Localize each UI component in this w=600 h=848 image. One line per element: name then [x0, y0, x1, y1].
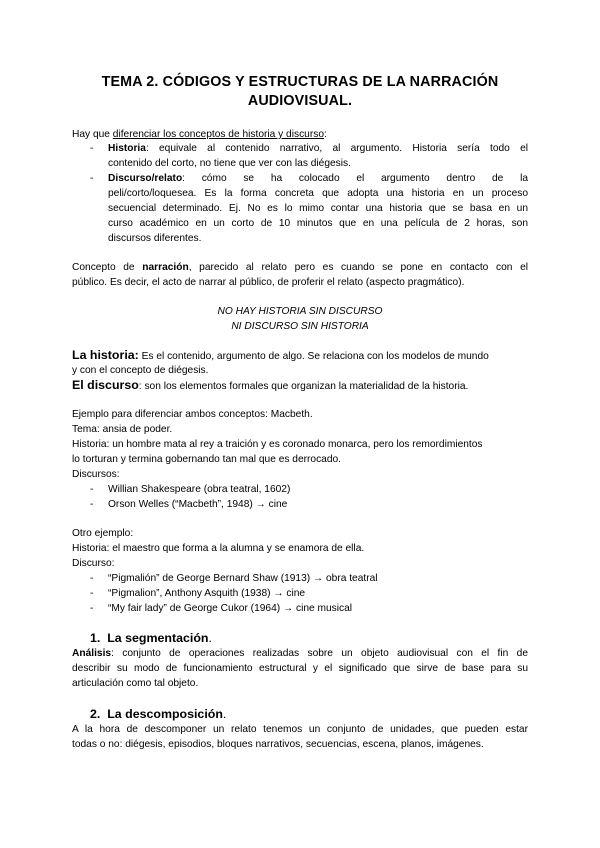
underlined-phrase: diferenciar los conceptos de historia y discurso [112, 129, 324, 140]
historia-definition-line2: y con el concepto de diégesis. [72, 365, 209, 376]
historia-definition-line1: La historia: Es el contenido, argumento de algo. Se relaciona con los modelos de mundo [72, 348, 489, 362]
discurso-item-line4: curso académico en un corto de 10 minutos que en una película de 2 horas, son [108, 218, 528, 229]
section-1-line2: describir su modo de funcionamiento estructural y el significado que sirve de base para su [72, 663, 528, 674]
section-1-line1: Análisis: conjunto de operaciones realizadas sobre un objeto audiovisual con el fin de [72, 648, 528, 659]
section-1-heading: 1. La segmentación. [90, 631, 212, 645]
example2-historia: Historia: el maestro que forma a la alumna y se enamora de ella. [72, 543, 365, 554]
historia-item-line1: Historia: equivale al contenido narrativo, al argumento. Historia sería todo el [108, 143, 528, 154]
example2-intro: Otro ejemplo: [72, 528, 134, 539]
discurso-definition: El discurso: son los elementos formales que organizan la materialidad de la historia. [72, 378, 469, 392]
example1-intro: Ejemplo para diferenciar ambos conceptos: Macbeth. [72, 409, 313, 420]
example1-discursos-label: Discursos: [72, 469, 120, 480]
historia-item-line2: contenido del corto, no tiene que ver con las diégesis. [108, 158, 351, 169]
example2-item: “My fair lady” de George Cukor (1964) → cine musical [108, 603, 353, 614]
example2-discurso-label: Discurso: [72, 558, 115, 569]
section-2-line1: A la hora de descomponer un relato tenemos un conjunto de unidades, que pueden estar [72, 724, 528, 735]
bullet-dash: - [90, 484, 94, 495]
motto-line-1: NO HAY HISTORIA SIN DISCURSO [217, 306, 383, 317]
example1-historia-line2: lo torturan y termina gobernando tan mal que es derrocado. [72, 454, 341, 465]
title-line-1: TEMA 2. CÓDIGOS Y ESTRUCTURAS DE LA NARRACIÓN [101, 74, 499, 90]
example2-item: “Pigmalion”, Anthony Asquith (1938) → cine [108, 588, 306, 599]
example1-historia-line1: Historia: un hombre mata al rey a traición y es coronado monarca, pero los remordimientos [72, 439, 483, 450]
section-2-line2: todas o no: diégesis, episodios, bloques narrativos, secuencias, escena, planos, imágenes. [72, 739, 484, 750]
example2-item: “Pigmalión” de George Bernard Shaw (1913) → obra teatral [108, 573, 378, 584]
bullet-dash: - [90, 173, 94, 184]
bullet-dash: - [90, 143, 94, 154]
narracion-line2: público. Es decir, el acto de narrar al público, de proferir el relato (aspecto pragmático). [72, 277, 465, 288]
bullet-dash: - [90, 588, 94, 599]
discurso-item-line3: secuencial determinado. Ej. No es lo mimo contar una historia que se basa en un [108, 203, 528, 214]
intro-line: Hay que diferenciar los conceptos de historia y discurso: [72, 129, 327, 140]
document-title [60, 73, 540, 111]
section-1-line3: articulación como tal objeto. [72, 678, 199, 689]
bullet-dash: - [90, 603, 94, 614]
discurso-item-line5: discursos diferentes. [108, 233, 202, 244]
example1-item: Orson Welles (“Macbeth”, 1948) → cine [108, 499, 288, 510]
example1-item: Willian Shakespeare (obra teatral, 1602) [108, 484, 291, 495]
discurso-item-line2: peli/corto/loquesea. Es la forma concreta que adopta una historia en un proceso [108, 188, 528, 199]
narracion-line1: Concepto de narración, parecido al relato pero es cuando se pone en contacto con el [72, 262, 528, 273]
section-2-heading: 2. La descomposición. [90, 707, 227, 721]
example1-tema: Tema: ansia de poder. [72, 424, 173, 435]
motto-line-2: NI DISCURSO SIN HISTORIA [231, 321, 369, 332]
bullet-dash: - [90, 573, 94, 584]
bullet-dash: - [90, 499, 94, 510]
title-line-2: AUDIOVISUAL. [247, 93, 353, 109]
discurso-item-line1: Discurso/relato: cómo se ha colocado el argumento dentro de la [108, 173, 528, 184]
